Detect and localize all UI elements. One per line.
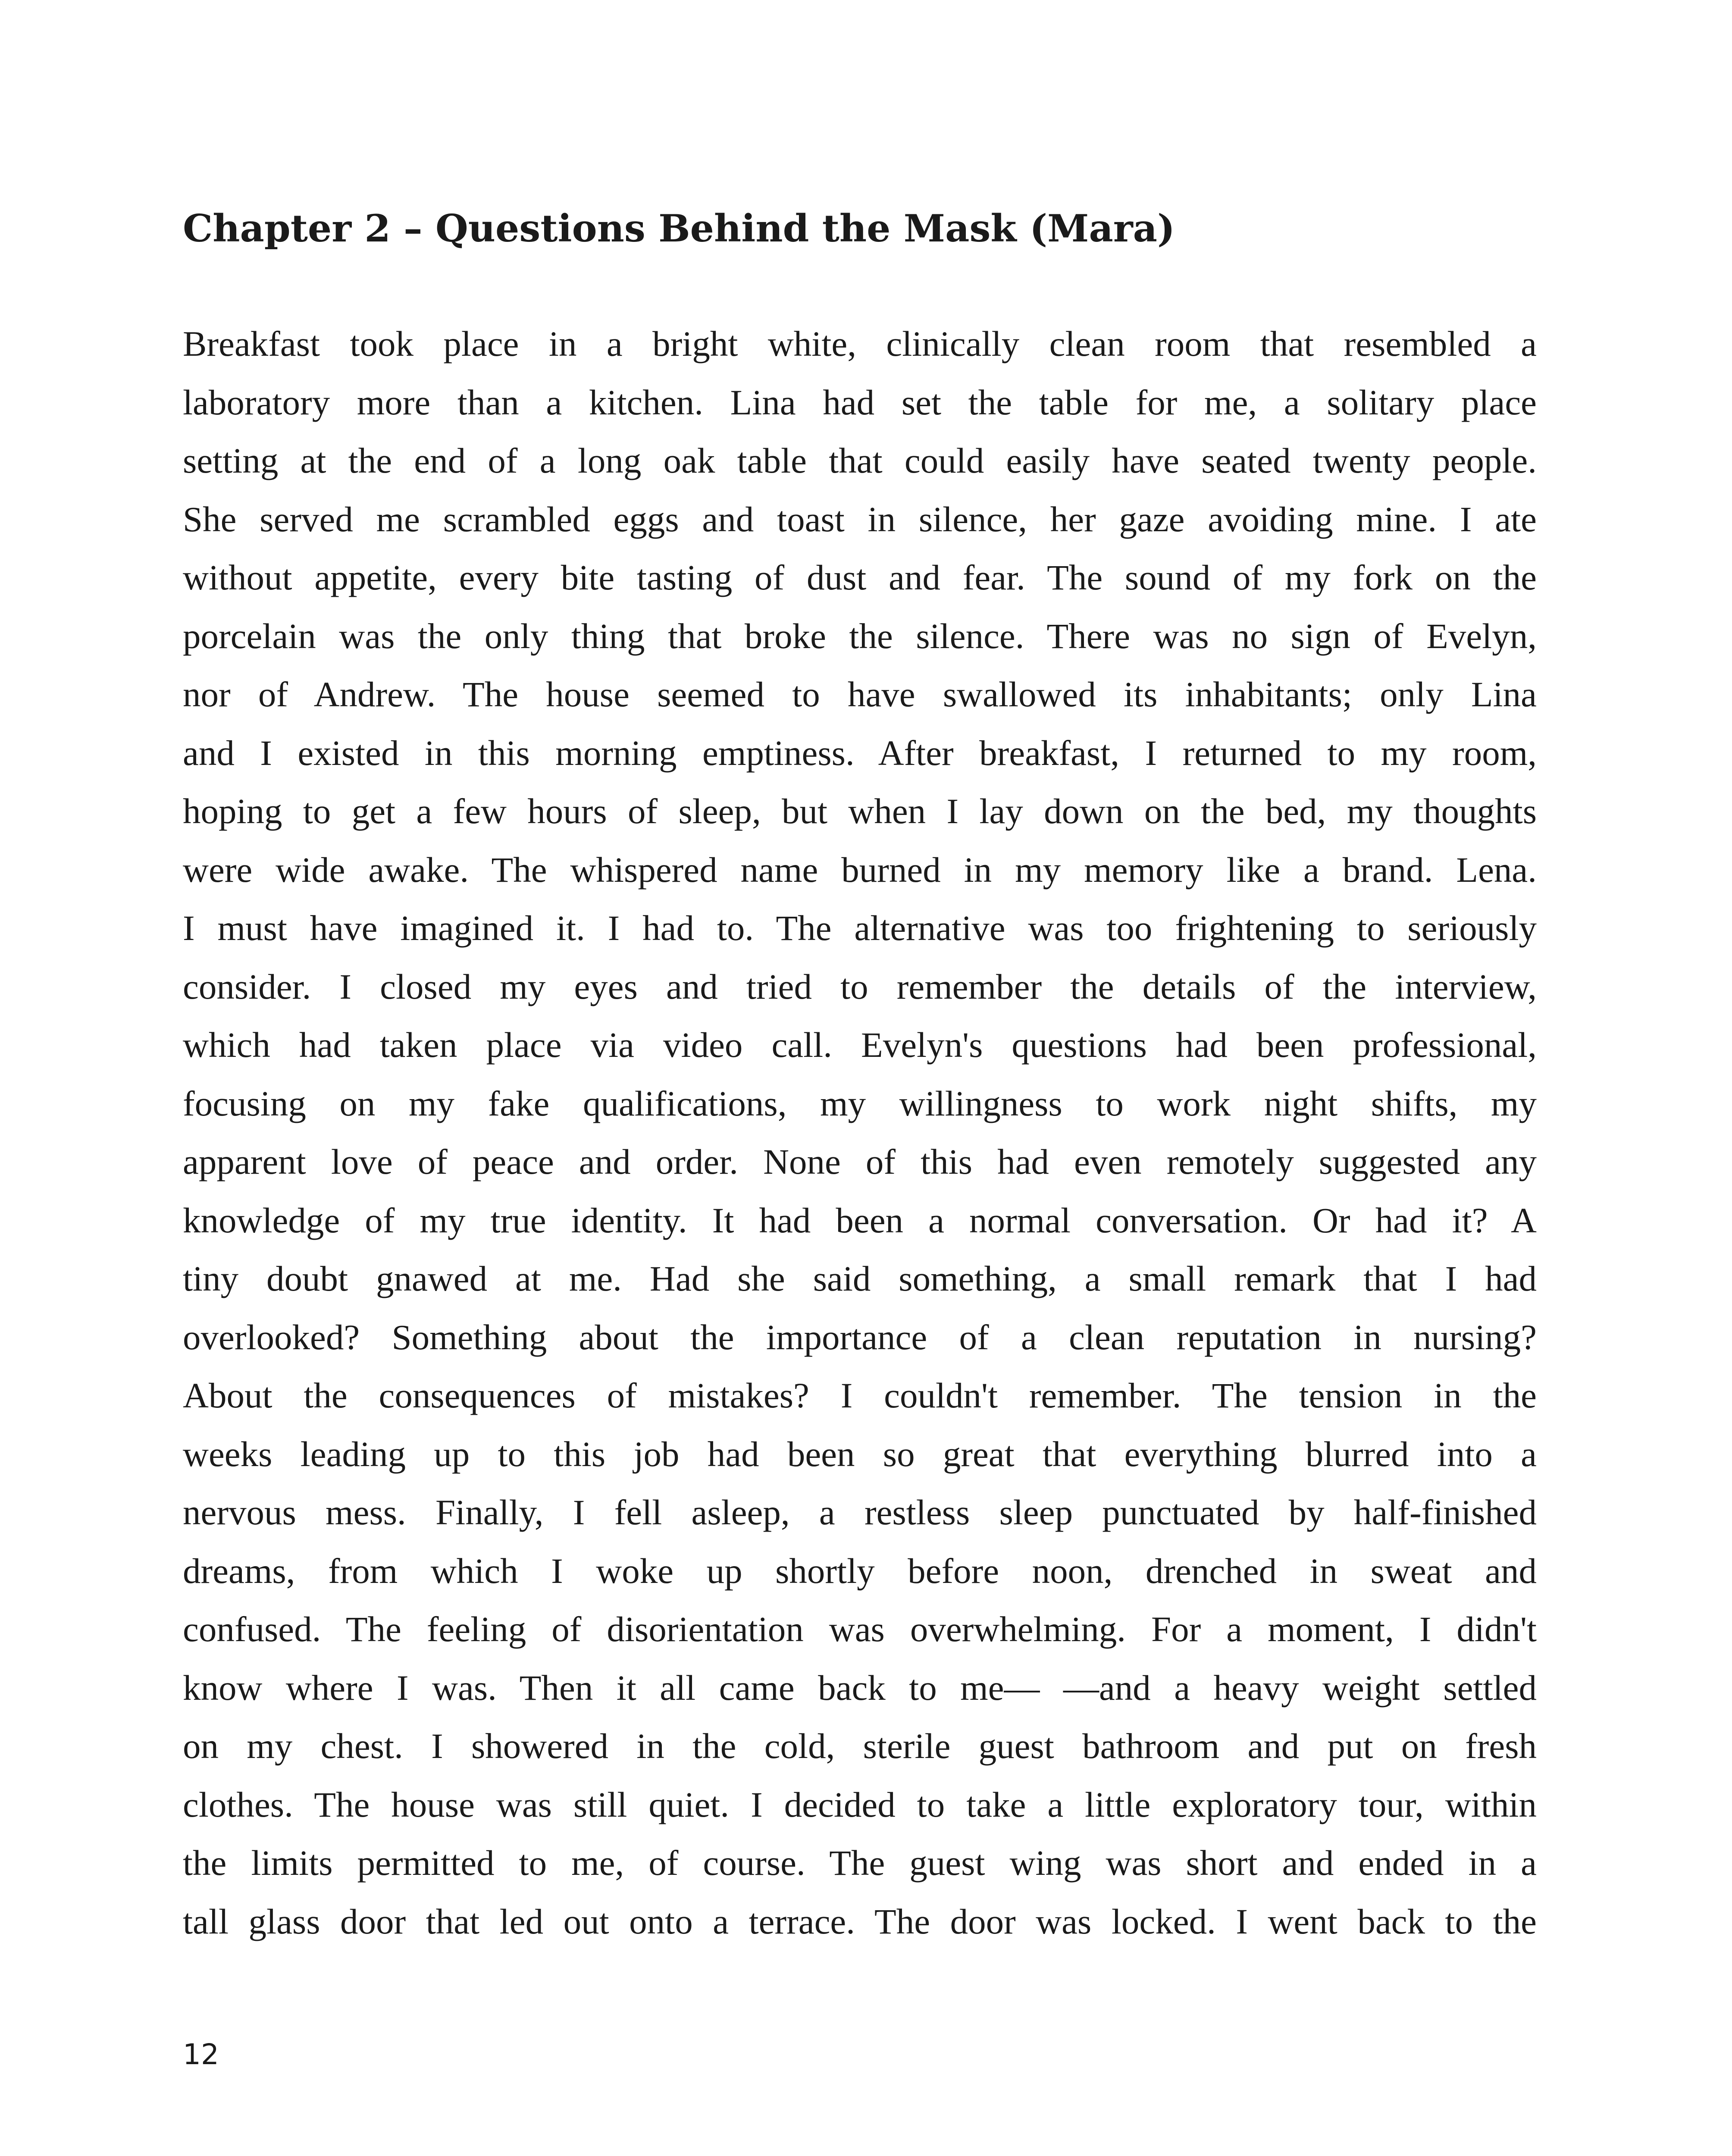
text-line: laboratory more than a kitchen. Lina had set the table for me, a solitary place — [183, 382, 1537, 422]
text-line: porcelain was the only thing that broke the silence. There was no sign of Evelyn, — [183, 616, 1537, 656]
text-line: were wide awake. The whispered name burned in my memory like a brand. Lena. — [183, 849, 1537, 890]
text-line: on my chest. I showered in the cold, sterile guest bathroom and put on fresh — [183, 1726, 1537, 1766]
text-line: and I existed in this morning emptiness. After breakfast, I returned to my room, — [183, 733, 1537, 773]
text-line: the limits permitted to me, of course. The guest wing was short and ended in a — [183, 1843, 1537, 1883]
text-line: consider. I closed my eyes and tried to remember the details of the interview, — [183, 966, 1537, 1006]
text-line: tiny doubt gnawed at me. Had she said something, a small remark that I had — [183, 1259, 1537, 1298]
text-line: dreams, from which I woke up shortly before noon, drenched in sweat and — [183, 1551, 1537, 1591]
text-line: focusing on my fake qualifications, my willingness to work night shifts, my — [183, 1083, 1537, 1123]
text-line: apparent love of peace and order. None of this had even remotely suggested any — [183, 1142, 1537, 1181]
text-line: nor of Andrew. The house seemed to have swallowed its inhabitants; only Lina — [183, 674, 1537, 714]
text-line: overlooked? Something about the importance of a clean reputation in nursing? — [183, 1317, 1537, 1357]
text-line: About the consequences of mistakes? I couldn't remember. The tension in the — [183, 1376, 1537, 1415]
text-line: setting at the end of a long oak table that could easily have seated twenty people. — [183, 441, 1537, 480]
text-line: clothes. The house was still quiet. I decided to take a little exploratory tour, within — [183, 1784, 1537, 1824]
text-line: which had taken place via video call. Evelyn's questions had been professional, — [183, 1025, 1537, 1065]
text-line: She served me scrambled eggs and toast in silence, her gaze avoiding mine. I ate — [183, 499, 1537, 539]
text-line: know where I was. Then it all came back to me— —and a heavy weight settled — [183, 1667, 1537, 1708]
text-line: Breakfast took place in a bright white, clinically clean room that resembled a — [183, 324, 1537, 364]
text-line: weeks leading up to this job had been so great that everything blurred into a — [183, 1434, 1537, 1474]
text-line: without appetite, every bite tasting of dust and fear. The sound of my fork on the — [183, 558, 1537, 597]
body-paragraph — [183, 315, 1537, 1951]
text-line: tall glass door that led out onto a terrace. The door was locked. I went back to the — [183, 1901, 1537, 1941]
text-line: I must have imagined it. I had to. The alternative was too frightening to seriously — [183, 908, 1537, 948]
page-number: 12 — [183, 2038, 219, 2071]
text-line: confused. The feeling of disorientation was overwhelming. For a moment, I didn't — [183, 1609, 1537, 1649]
text-line: hoping to get a few hours of sleep, but when I lay down on the bed, my thoughts — [183, 791, 1537, 831]
text-line: nervous mess. Finally, I fell asleep, a restless sleep punctuated by half-finished — [183, 1492, 1537, 1532]
text-line: knowledge of my true identity. It had been a normal conversation. Or had it? A — [183, 1200, 1537, 1240]
chapter-title: Chapter 2 – Questions Behind the Mask (Mara) — [183, 206, 1175, 251]
